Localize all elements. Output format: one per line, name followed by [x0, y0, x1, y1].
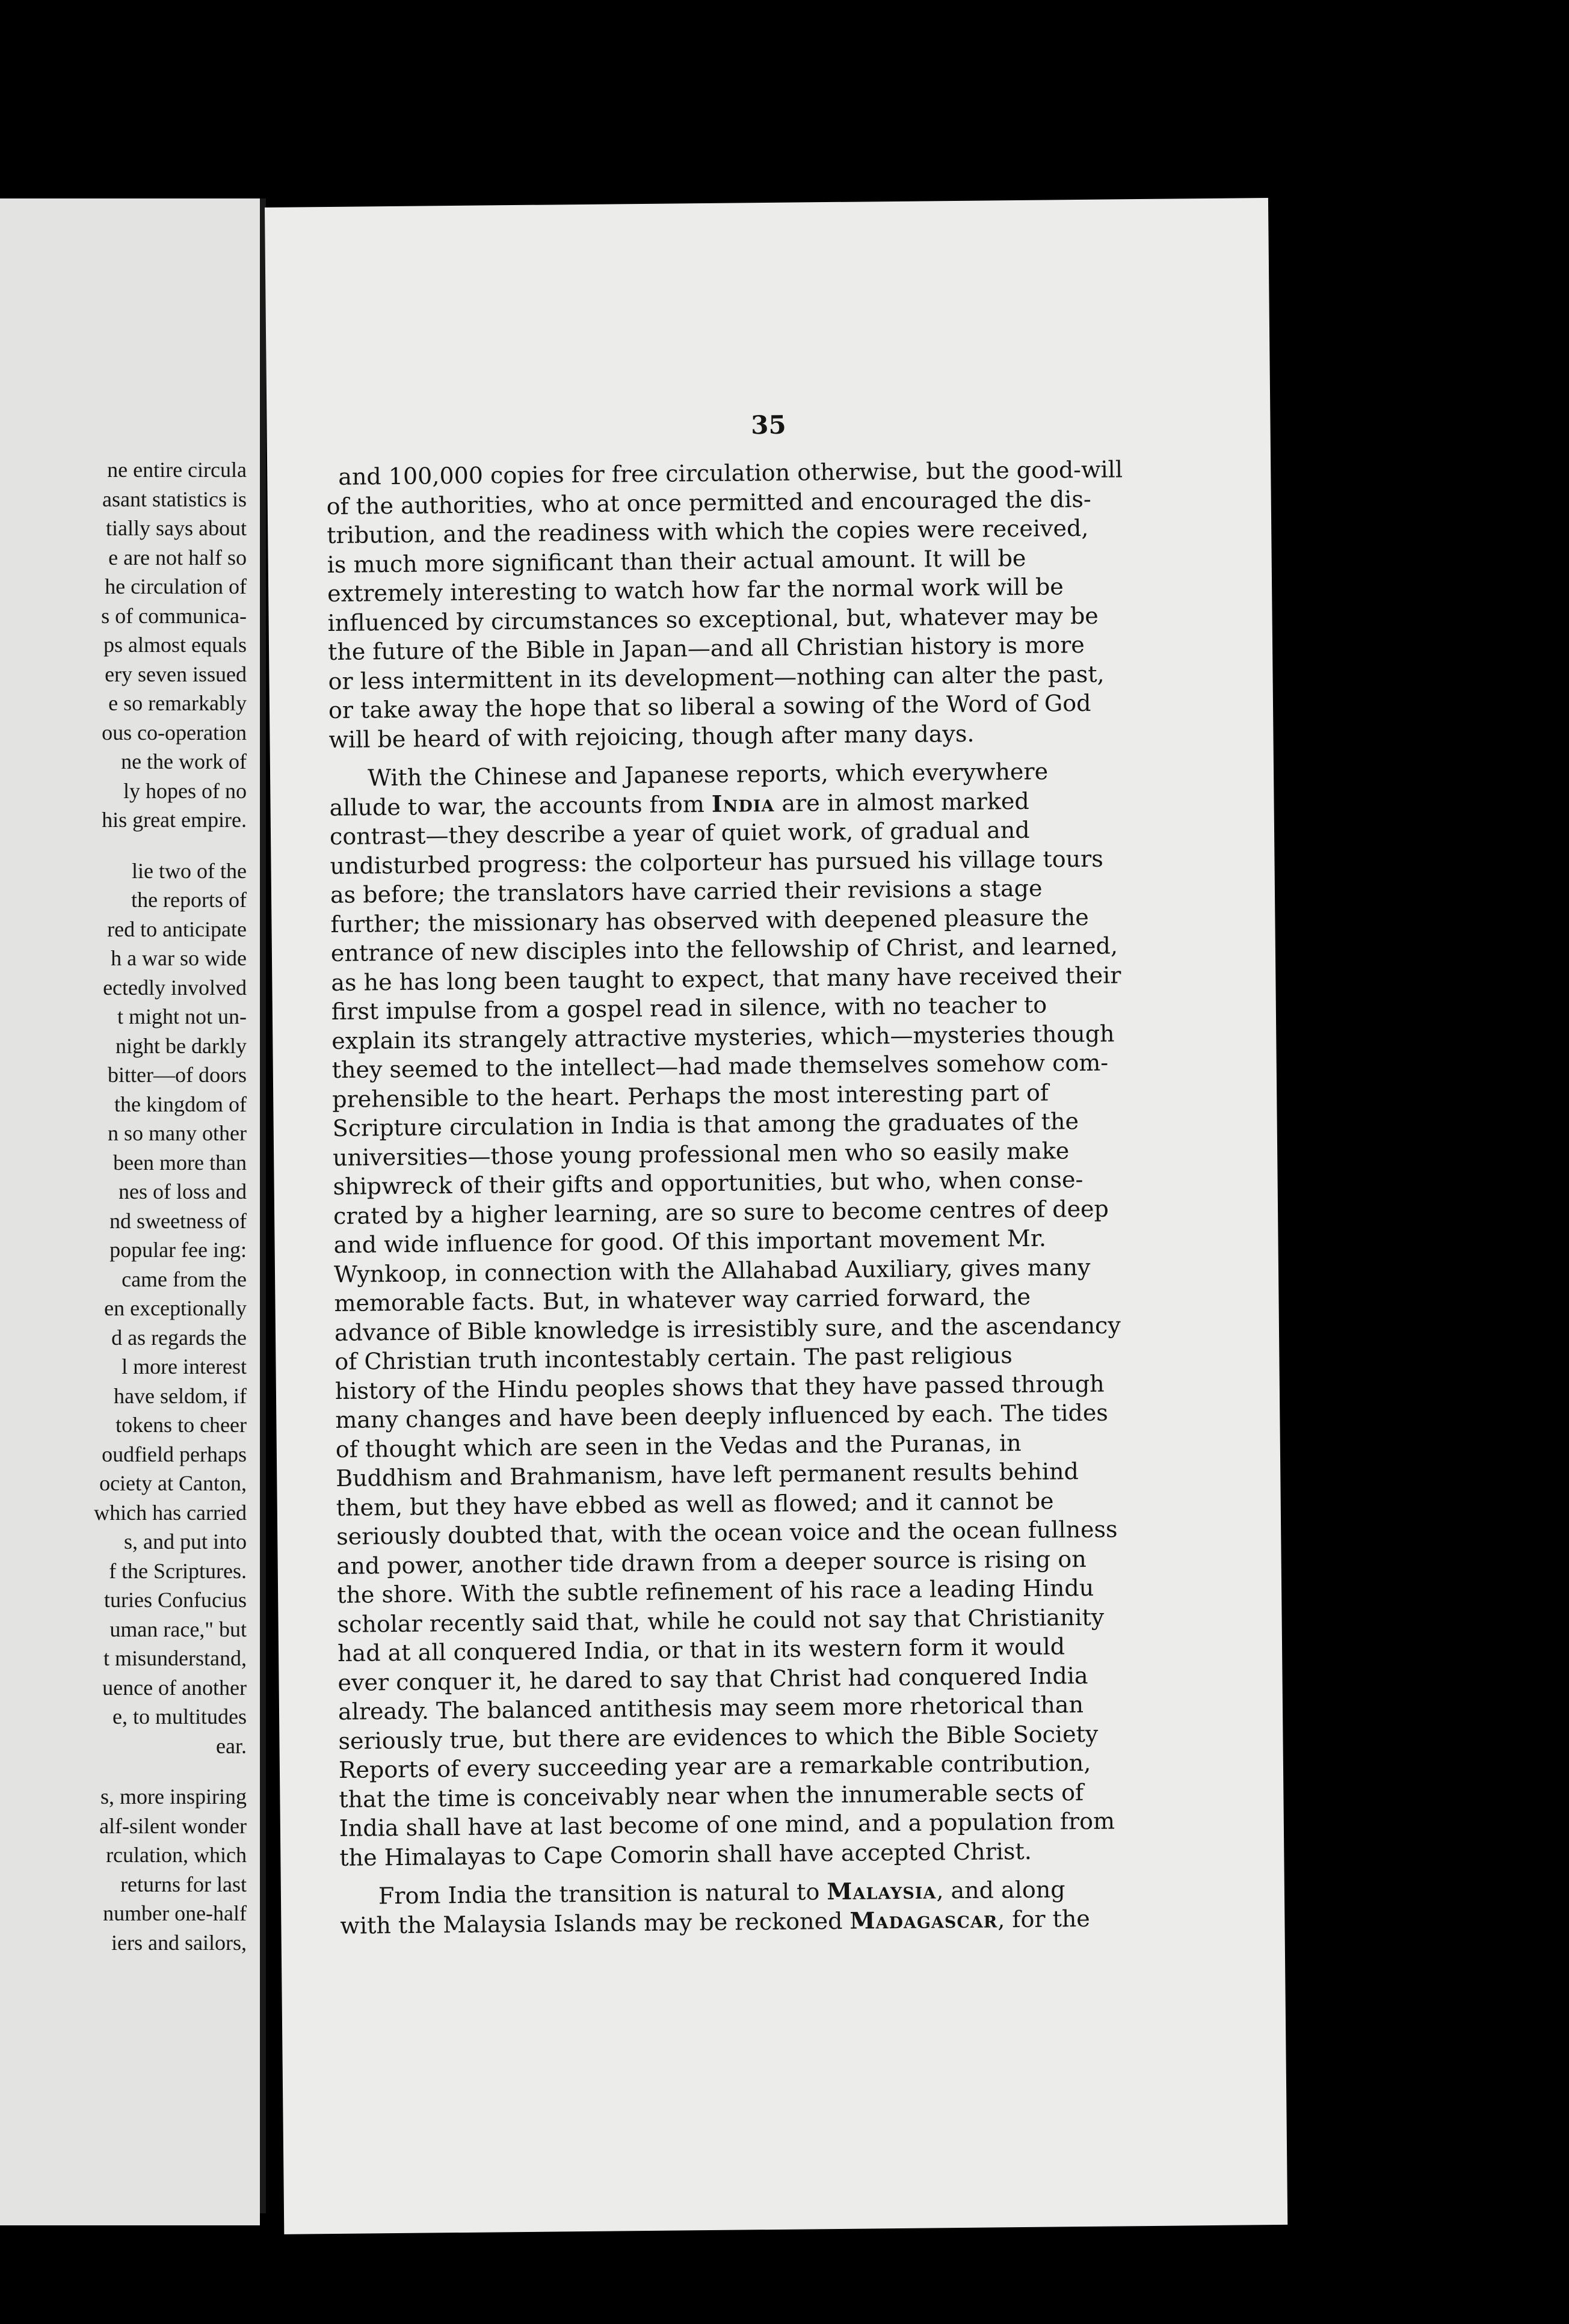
- text-line: first impulse from a gospel read in silence, with no teacher to: [331, 991, 1047, 1025]
- left-text-line: bitter—of doors: [108, 1063, 247, 1087]
- left-text-line: uence of another: [102, 1675, 247, 1700]
- left-text-line: he circulation of: [105, 574, 247, 598]
- heading-madagascar: Madagascar: [849, 1905, 998, 1934]
- heading-india: India: [711, 789, 775, 817]
- text-line: With the Chinese and Japanese reports, which everywhere: [367, 758, 1049, 792]
- left-text-line: uman race," but: [109, 1617, 247, 1641]
- left-text-line: which has carried: [94, 1500, 247, 1525]
- current-page: [265, 198, 1287, 2234]
- left-text-line: en exceptionally: [104, 1296, 247, 1320]
- text-line: India shall have at last become of one mind, and a population from: [339, 1807, 1115, 1842]
- book-gutter: [260, 198, 266, 2213]
- page-number: 35: [751, 410, 786, 440]
- text-line: entrance of new disciples into the fellowship of Christ, and learned,: [330, 932, 1118, 967]
- paragraph-japan: [326, 455, 1177, 755]
- left-text-line: popular fee ing:: [109, 1238, 247, 1262]
- text-line: and wide influence for good. Of this important movement Mr.: [333, 1225, 1047, 1258]
- left-text-line: asant statistics is: [102, 487, 247, 511]
- left-text-line: alf-silent wonder: [99, 1813, 247, 1838]
- text-line: is much more significant than their actual amount. It will be: [327, 544, 1026, 578]
- text-line: seriously true, but there are evidences to which the Bible Society: [338, 1720, 1099, 1754]
- text-line: contrast—they describe a year of quiet work, of gradual and: [329, 816, 1030, 850]
- text-line: history of the Hindu peoples shows that they have passed through: [334, 1370, 1105, 1404]
- text-line: crated by a higher learning, are so sure to become centres of deep: [333, 1195, 1109, 1229]
- left-text-line: the kingdom of: [114, 1092, 247, 1116]
- left-text-line: ear.: [216, 1733, 247, 1758]
- left-text-line: ery seven issued: [105, 662, 247, 686]
- previous-page-text: [0, 455, 247, 1957]
- left-text-line: s, and put into: [124, 1529, 247, 1554]
- text-line: them, but they have ebbed as well as flowed; and it cannot be: [336, 1487, 1054, 1521]
- left-text-line: iers and sailors,: [111, 1930, 247, 1955]
- left-text-line: oudfield perhaps: [102, 1442, 247, 1466]
- text-line: had at all conquered India, or that in its western form it would: [337, 1633, 1065, 1667]
- paragraph-malaysia: [340, 1874, 1189, 1940]
- left-text-line: came from the: [122, 1267, 247, 1291]
- left-text-line: f the Scriptures.: [109, 1558, 247, 1583]
- left-text-line: been more than: [113, 1150, 247, 1175]
- left-text-line: nd sweetness of: [109, 1208, 247, 1233]
- text-line: memorable facts. But, in whatever way carried forward, the: [334, 1283, 1031, 1317]
- left-text-line: ne entire circula: [107, 458, 247, 482]
- text-line: of the authorities, who at once permitted and encouraged the dis-: [326, 485, 1091, 520]
- left-text-line: turies Confucius: [104, 1588, 247, 1612]
- text-line: Buddhism and Brahmanism, have left permanent results behind: [336, 1458, 1079, 1492]
- left-text-line: returns for last: [120, 1872, 247, 1896]
- left-text-line: e so remarkably: [108, 691, 247, 715]
- left-text-line: tokens to cheer: [116, 1413, 247, 1437]
- text-line: of Christian truth incontestably certain. The past religious: [334, 1342, 1013, 1375]
- text-line: many changes and have been deeply influenced by each. The tides: [335, 1399, 1109, 1433]
- left-text-line: ly hopes of no: [123, 778, 247, 803]
- left-text-line: [0, 835, 247, 856]
- left-text-line: s, more inspiring: [100, 1784, 247, 1809]
- text-line: Scripture circulation in India is that among the graduates of the: [332, 1108, 1079, 1142]
- text-line: the Himalayas to Cape Comorin shall have accepted Christ.: [339, 1837, 1032, 1871]
- text-line: influenced by circumstances so exceptional, but, whatever may be: [327, 602, 1099, 636]
- text-line: as before; the translators have carried their revisions a stage: [330, 875, 1043, 909]
- left-text-line: have seldom, if: [114, 1383, 247, 1408]
- left-text-line: the reports of: [131, 888, 247, 912]
- text-line: they seemed to the intellect—had made themselves somehow com-: [331, 1049, 1109, 1083]
- left-text-line: h a war so wide: [111, 946, 247, 970]
- text-line: tribution, and the readiness with which the copies were received,: [327, 514, 1089, 549]
- left-text-line: ne the work of: [121, 749, 247, 773]
- text-line: with the Malaysia Islands may be reckoned Madagascar, for the: [340, 1905, 1091, 1939]
- left-text-line: lie two of the: [132, 858, 247, 883]
- text-line: scholar recently said that, while he could not say that Christianity: [337, 1603, 1105, 1638]
- left-text-line: l more interest: [122, 1354, 247, 1379]
- text-line: the shore. With the subtle refinement of his race a leading Hindu: [336, 1574, 1094, 1608]
- text-line: From India the transition is natural to Malaysia, and along: [378, 1876, 1065, 1910]
- text-line: Reports of every succeeding year are a remarkable contribution,: [338, 1749, 1091, 1783]
- text-line: universities—those young professional men who so easily make: [332, 1137, 1070, 1171]
- left-text-line: s of communica-: [101, 603, 247, 628]
- left-text-line: e, to multitudes: [113, 1705, 247, 1729]
- left-text-line: ociety at Canton,: [99, 1471, 247, 1495]
- left-text-line: ectedly involved: [103, 975, 247, 1000]
- left-text-line: red to anticipate: [107, 917, 247, 941]
- left-text-line: t might not un-: [117, 1004, 247, 1028]
- text-line: Wynkoop, in connection with the Allahabad Auxiliary, gives many: [333, 1253, 1091, 1288]
- left-text-line: his great empire.: [102, 808, 247, 832]
- left-text-line: tially says about: [106, 516, 247, 540]
- text-line: ever conquer it, he dared to say that Christ had conquered India: [338, 1662, 1088, 1696]
- text-line: will be heard of with rejoicing, though after many days.: [328, 720, 975, 753]
- left-text-line: ps almost equals: [103, 633, 247, 657]
- text-line: advance of Bible knowledge is irresistibly sure, and the ascendancy: [334, 1311, 1121, 1346]
- heading-malaysia: Malaysia: [827, 1877, 937, 1905]
- paragraph-india: [329, 755, 1188, 1872]
- text-line: allude to war, the accounts from India are in almost marked: [329, 787, 1029, 821]
- text-line: as he has long been taught to expect, that many have received their: [331, 961, 1121, 996]
- left-text-line: nes of loss and: [119, 1179, 247, 1204]
- left-text-line: t misunderstand,: [103, 1646, 247, 1670]
- left-text-line: night be darkly: [116, 1033, 247, 1058]
- page-body: [326, 455, 1189, 1950]
- text-line: or take away the hope that so liberal a sowing of the Word of God: [328, 689, 1091, 724]
- left-text-line: n so many other: [108, 1121, 247, 1145]
- text-line: extremely interesting to watch how far the normal work will be: [327, 573, 1064, 607]
- text-line: that the time is conceivably near when the innumerable sects of: [339, 1778, 1084, 1813]
- left-text-line: e are not half so: [108, 545, 247, 570]
- text-line: of thought which are seen in the Vedas and the Puranas, in: [335, 1429, 1022, 1463]
- text-line: already. The balanced antithesis may seem more rhetorical than: [338, 1691, 1084, 1725]
- text-line: prehensible to the heart. Perhaps the most interesting part of: [332, 1079, 1049, 1113]
- text-line: explain its strangely attractive mysteries, which—mysteries though: [331, 1020, 1115, 1054]
- left-text-line: ous co-operation: [102, 720, 247, 745]
- left-text-line: rculation, which: [106, 1843, 247, 1867]
- text-line: seriously doubted that, with the ocean voice and the ocean fullness: [336, 1516, 1118, 1550]
- text-line: shipwreck of their gifts and opportunities, but who, when conse-: [333, 1166, 1084, 1200]
- text-line: and 100,000 copies for free circulation otherwise, but the good-will: [338, 456, 1123, 490]
- text-line: undisturbed progress: the colporteur has pursued his village tours: [330, 845, 1103, 879]
- text-line: and power, another tide drawn from a deeper source is rising on: [336, 1545, 1087, 1579]
- left-text-line: d as regards the: [111, 1325, 247, 1350]
- text-line: further; the missionary has observed with deepened pleasure the: [330, 903, 1089, 938]
- previous-page-fragment: [0, 198, 260, 2225]
- left-text-line: [0, 1760, 247, 1782]
- left-text-line: number one-half: [103, 1901, 247, 1925]
- text-line: or less intermittent in its development—nothing can alter the past,: [328, 660, 1105, 695]
- text-line: the future of the Bible in Japan—and all Christian history is more: [327, 631, 1085, 666]
